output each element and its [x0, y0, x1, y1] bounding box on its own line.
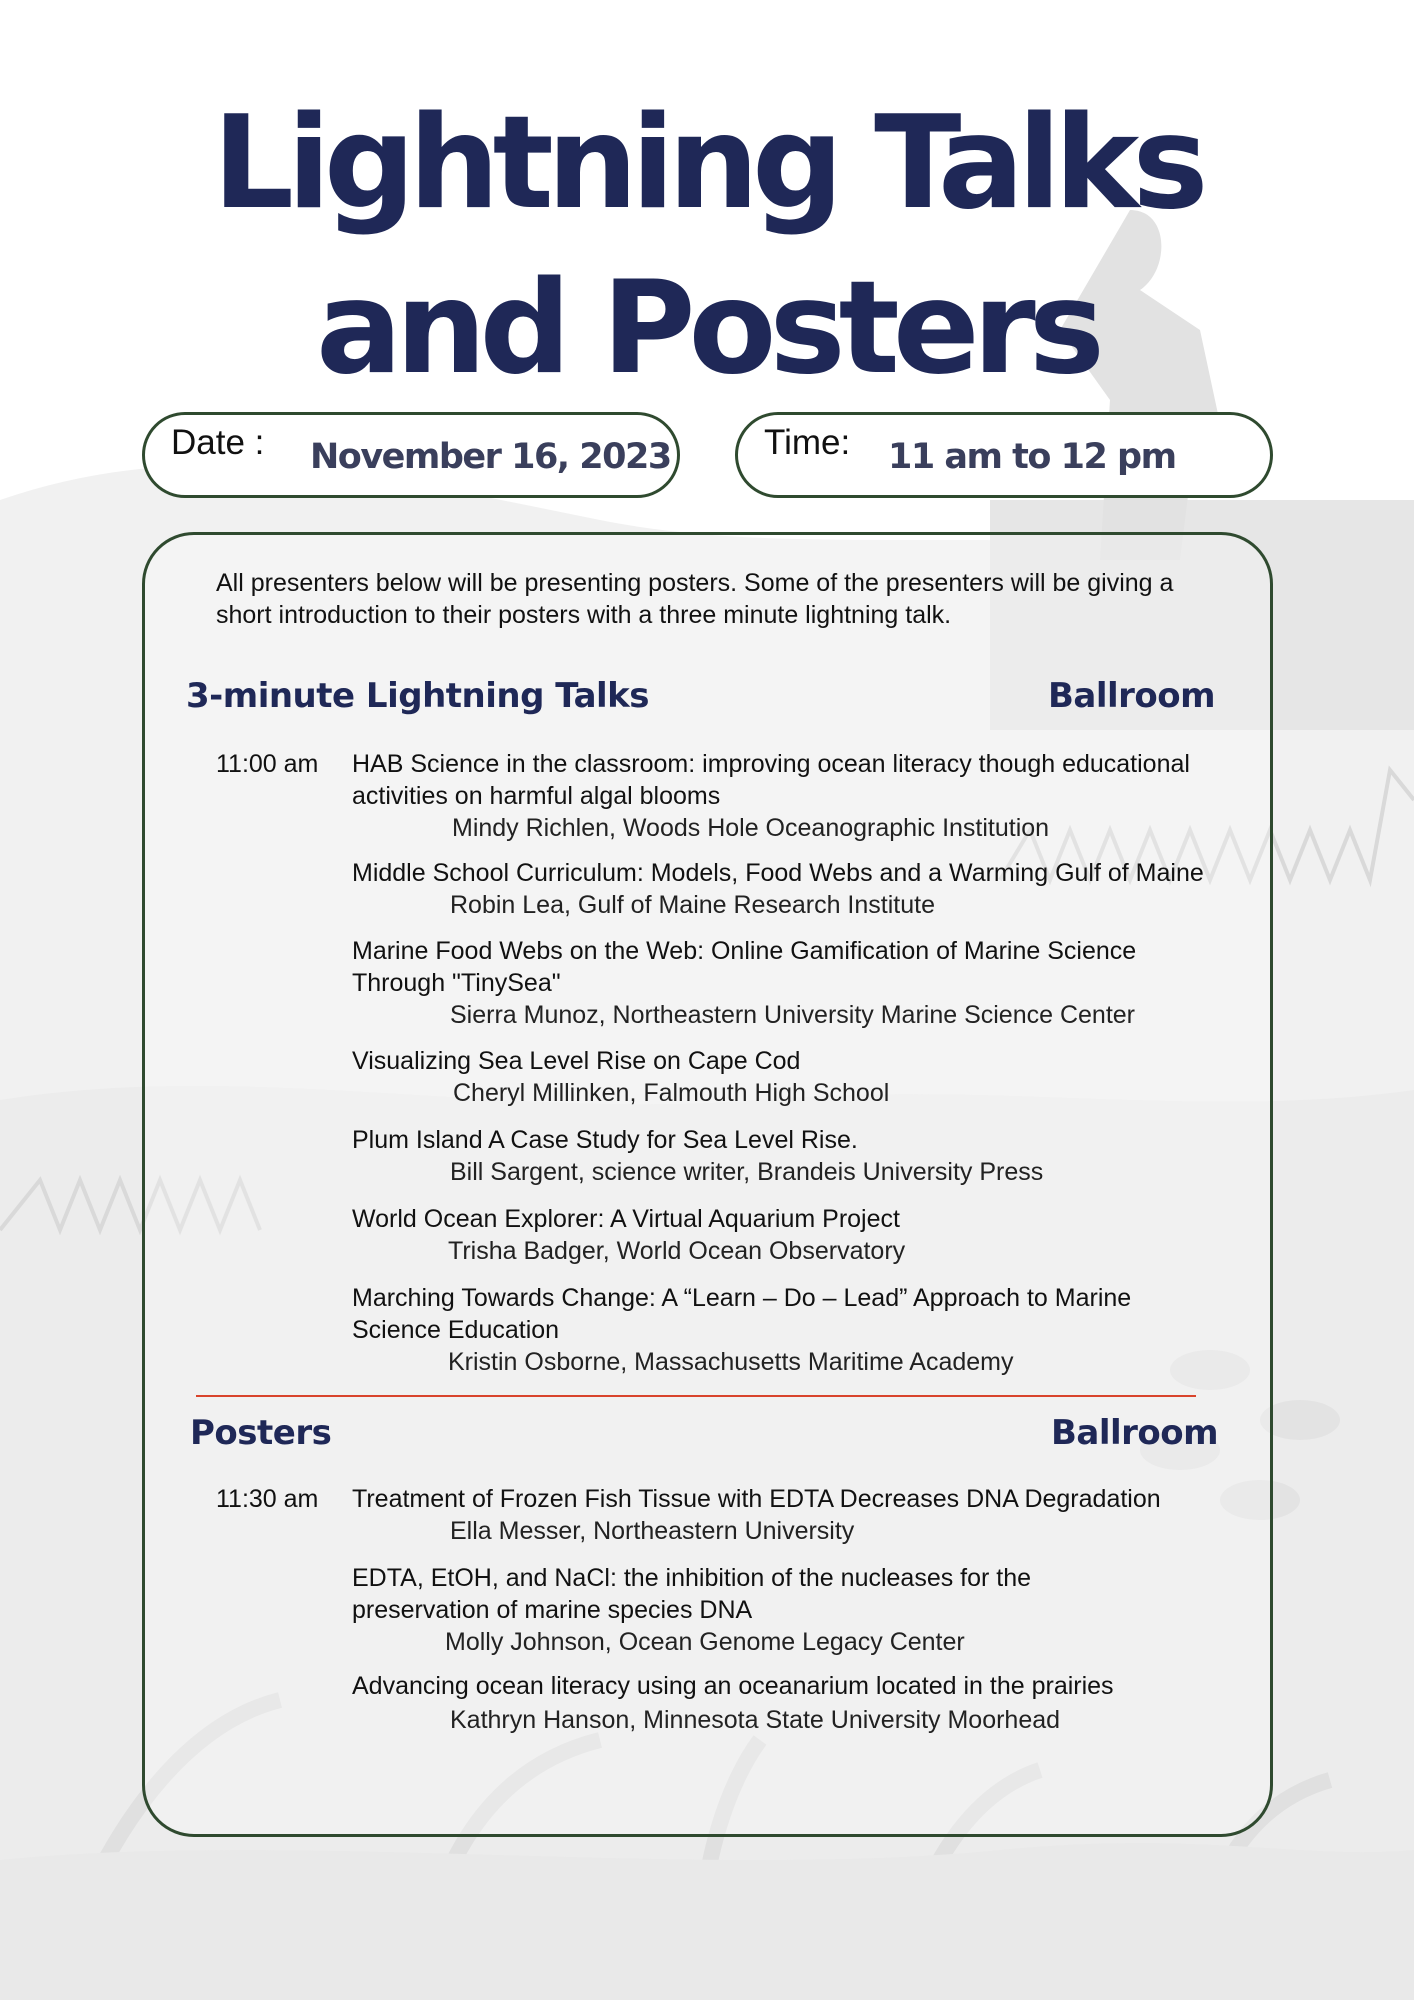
talk-presenter: Kristin Osborne, Massachusetts Maritime Academy — [448, 1348, 1014, 1376]
talk-entry — [352, 1045, 1252, 1109]
poster-entry — [352, 1483, 1252, 1547]
section-divider — [196, 1395, 1196, 1397]
talk-presenter: Mindy Richlen, Woods Hole Oceanographic Institution — [452, 814, 1050, 842]
poster-entry — [352, 1670, 1172, 1734]
talk-entry — [352, 1124, 1252, 1188]
intro-text: All presenters below will be presenting posters. Some of the presenters will be giving a short introduction to their posters with a three minute lightning talk. — [216, 569, 1174, 629]
talk-entry — [352, 935, 1212, 1031]
talk-title: World Ocean Explorer: A Virtual Aquarium Project — [352, 1205, 900, 1233]
poster-title: Advancing ocean literacy using an oceanarium located in the prairies — [352, 1672, 1114, 1700]
talk-presenter: Sierra Munoz, Northeastern University Marine Science Center — [450, 1001, 1135, 1029]
page-title-line-1: Lightning Talks — [212, 89, 1202, 238]
time-value: 11 am to 12 pm — [888, 437, 1176, 477]
lightning-talks-time: 11:00 am — [216, 750, 319, 778]
talk-title: Marine Food Webs on the Web: Online Gamification of Marine Science Through "TinySea" — [352, 937, 1137, 997]
talk-title: Middle School Curriculum: Models, Food Webs and a Warming Gulf of Maine — [352, 859, 1204, 887]
poster-presenter: Kathryn Hanson, Minnesota State University Moorhead — [450, 1706, 1061, 1734]
talk-title: HAB Science in the classroom: improving ocean literacy though educational activities on harmful algal blooms — [352, 750, 1190, 810]
talk-entry — [352, 1203, 1252, 1267]
talk-entry — [352, 857, 1272, 921]
talk-presenter: Trisha Badger, World Ocean Observatory — [448, 1237, 906, 1265]
posters-heading: Posters — [190, 1413, 332, 1453]
posters-location: Ballroom — [1051, 1413, 1219, 1453]
date-label: Date : — [171, 423, 265, 462]
talk-title: Marching Towards Change: A “Learn – Do – Lead” Approach to Marine Science Education — [352, 1284, 1132, 1344]
posters-time: 11:30 am — [216, 1485, 319, 1513]
talk-title: Plum Island A Case Study for Sea Level Rise. — [352, 1126, 858, 1154]
time-label: Time: — [764, 423, 851, 462]
time-pill — [735, 412, 1273, 498]
date-value: November 16, 2023 — [310, 437, 671, 477]
date-pill — [142, 412, 680, 498]
talk-presenter: Robin Lea, Gulf of Maine Research Institute — [450, 891, 935, 919]
poster-presenter: Molly Johnson, Ocean Genome Legacy Center — [445, 1628, 965, 1656]
poster-title: EDTA, EtOH, and NaCl: the inhibition of the nucleases for the preservation of marine species DNA — [352, 1564, 1032, 1624]
talk-presenter: Bill Sargent, science writer, Brandeis University Press — [450, 1158, 1044, 1186]
talk-entry — [352, 1282, 1132, 1378]
talk-title: Visualizing Sea Level Rise on Cape Cod — [352, 1047, 801, 1075]
poster-presenter: Ella Messer, Northeastern University — [450, 1517, 855, 1545]
lightning-talks-heading: 3-minute Lightning Talks — [186, 676, 650, 716]
page-title-line-2: and Posters — [316, 254, 1098, 403]
lightning-talks-location: Ballroom — [1048, 676, 1216, 716]
talk-entry — [352, 748, 1252, 844]
talk-presenter: Cheryl Millinken, Falmouth High School — [453, 1079, 890, 1107]
poster-title: Treatment of Frozen Fish Tissue with EDTA Decreases DNA Degradation — [352, 1485, 1161, 1513]
poster-entry — [352, 1562, 1112, 1658]
